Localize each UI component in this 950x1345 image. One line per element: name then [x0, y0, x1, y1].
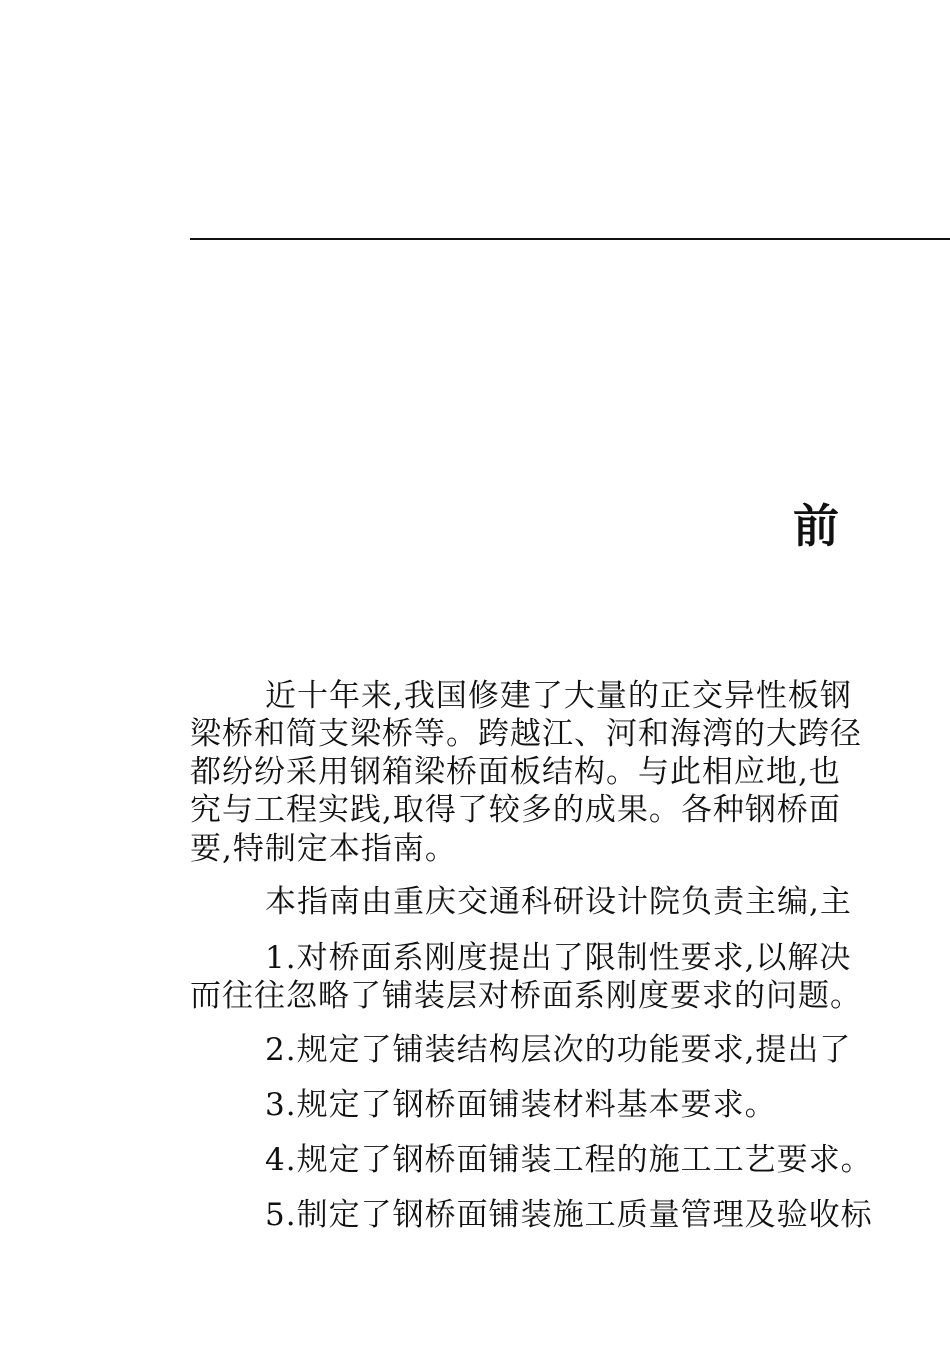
- text-line: 究与工程实践,取得了较多的成果。各种钢桥面: [190, 792, 841, 828]
- text-line: 近十年来,我国修建了大量的正交异性板钢: [265, 678, 852, 714]
- text-line: 3.规定了钢桥面铺装材料基本要求。: [265, 1087, 777, 1123]
- text-line: 1.对桥面系刚度提出了限制性要求,以解决: [265, 940, 852, 976]
- text-line: 梁桥和简支梁桥等。跨越江、河和海湾的大跨径: [190, 716, 862, 752]
- text-line: 本指南由重庆交通科研设计院负责主编,主: [265, 884, 852, 920]
- header-rule: [190, 238, 950, 240]
- text-line: 5.制定了钢桥面铺装施工质量管理及验收标: [265, 1197, 873, 1233]
- page-title: 前: [793, 499, 839, 553]
- text-line: 而往往忽略了铺装层对桥面系刚度要求的问题。: [190, 978, 862, 1014]
- text-line: 都纷纷采用钢箱梁桥面板结构。与此相应地,也: [190, 754, 841, 790]
- text-line: 4.规定了钢桥面铺装工程的施工工艺要求。: [265, 1142, 873, 1178]
- text-line: 要,特制定本指南。: [190, 831, 457, 867]
- text-line: 2.规定了铺装结构层次的功能要求,提出了: [265, 1032, 852, 1068]
